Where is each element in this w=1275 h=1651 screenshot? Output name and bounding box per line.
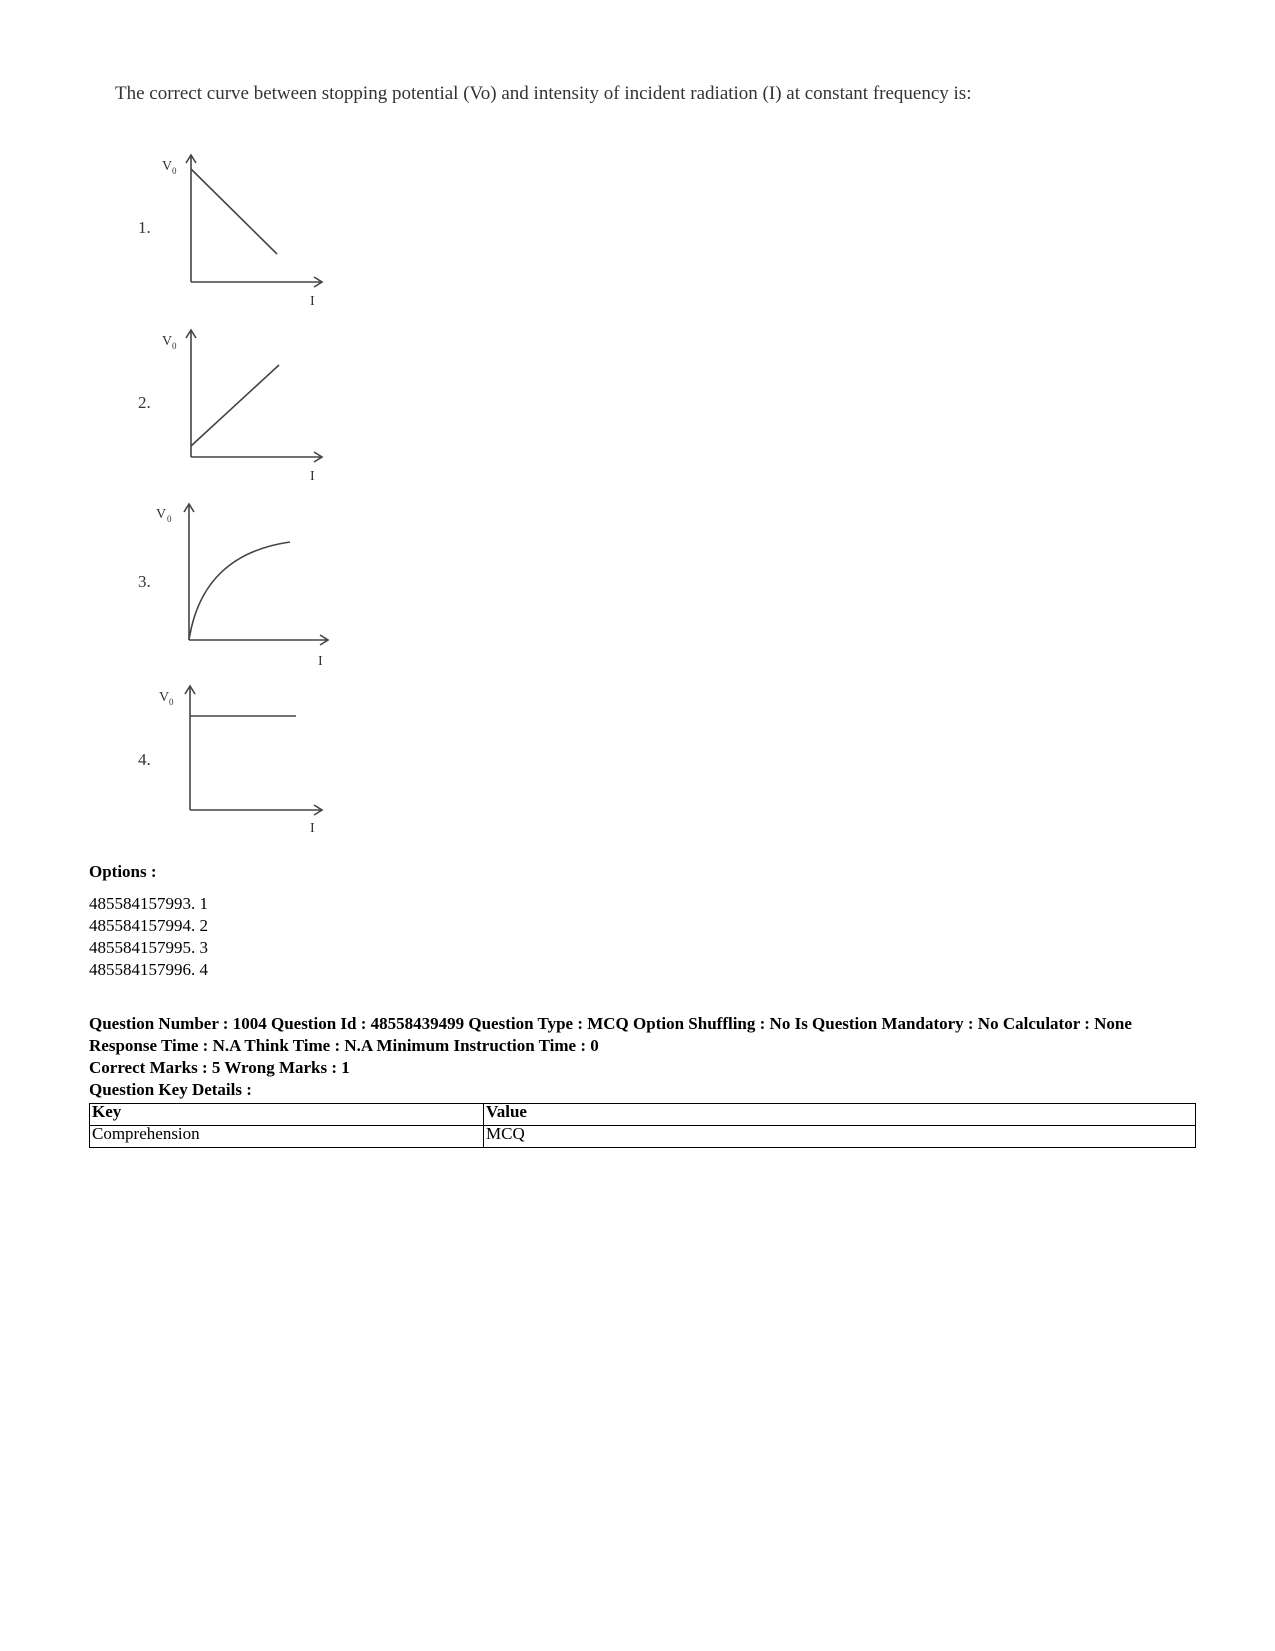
table-header-value: Value [484, 1104, 1196, 1126]
option-item-1: 485584157993. 1 [89, 894, 208, 913]
question-text: The correct curve between stopping potential (Vo) and intensity of incident radiation (I) at constant frequency is: [115, 83, 972, 104]
graph-option-2-number: 2. [138, 393, 151, 412]
graph-1-curve [191, 169, 277, 254]
graph-2-x-label: I [310, 469, 315, 484]
graph-1-x-label: I [310, 294, 315, 309]
table-header-row [90, 1104, 1196, 1126]
graph-option-3 [150, 500, 340, 670]
graph-3-curve [189, 542, 290, 640]
graph-option-1 [150, 150, 330, 310]
table-cell-key: Comprehension [90, 1126, 484, 1148]
question-key-table [89, 1103, 1196, 1148]
table-cell-value: MCQ [484, 1126, 1196, 1148]
option-item-3: 485584157995. 3 [89, 938, 208, 957]
graph-1-y-sub: 0 [172, 166, 177, 176]
graph-4-x-label: I [310, 821, 315, 836]
option-item-4: 485584157996. 4 [89, 960, 208, 979]
graph-option-1-number: 1. [138, 218, 151, 237]
graph-option-3-number: 3. [138, 572, 151, 591]
graph-3-x-label: I [318, 654, 323, 669]
table-header-key: Key [90, 1104, 484, 1126]
options-heading: Options : [89, 862, 157, 881]
options-list [89, 893, 208, 981]
meta-line-response-time: Response Time : N.A Think Time : N.A Minimum Instruction Time : 0 [89, 1036, 599, 1055]
graph-option-2 [150, 325, 330, 485]
graph-4-y-label: V [159, 690, 170, 705]
option-item-2: 485584157994. 2 [89, 916, 208, 935]
graph-2-y-label: V [162, 334, 173, 349]
meta-line-key-details: Question Key Details : [89, 1080, 252, 1099]
table-row [90, 1126, 1196, 1148]
graph-2-curve [191, 365, 279, 446]
question-meta [89, 1013, 1209, 1101]
meta-line-marks: Correct Marks : 5 Wrong Marks : 1 [89, 1058, 350, 1077]
graph-3-y-label: V [156, 507, 167, 522]
graph-4-y-sub: 0 [169, 697, 174, 707]
graph-option-4 [150, 680, 330, 840]
meta-line-question-info: Question Number : 1004 Question Id : 48558439499 Question Type : MCQ Option Shuffling : No Is Question Mandatory : No Calculator : None [89, 1014, 1132, 1033]
graph-3-y-sub: 0 [167, 514, 172, 524]
graph-2-y-sub: 0 [172, 341, 177, 351]
graph-option-4-number: 4. [138, 750, 151, 769]
graph-1-y-label: V [162, 159, 173, 174]
